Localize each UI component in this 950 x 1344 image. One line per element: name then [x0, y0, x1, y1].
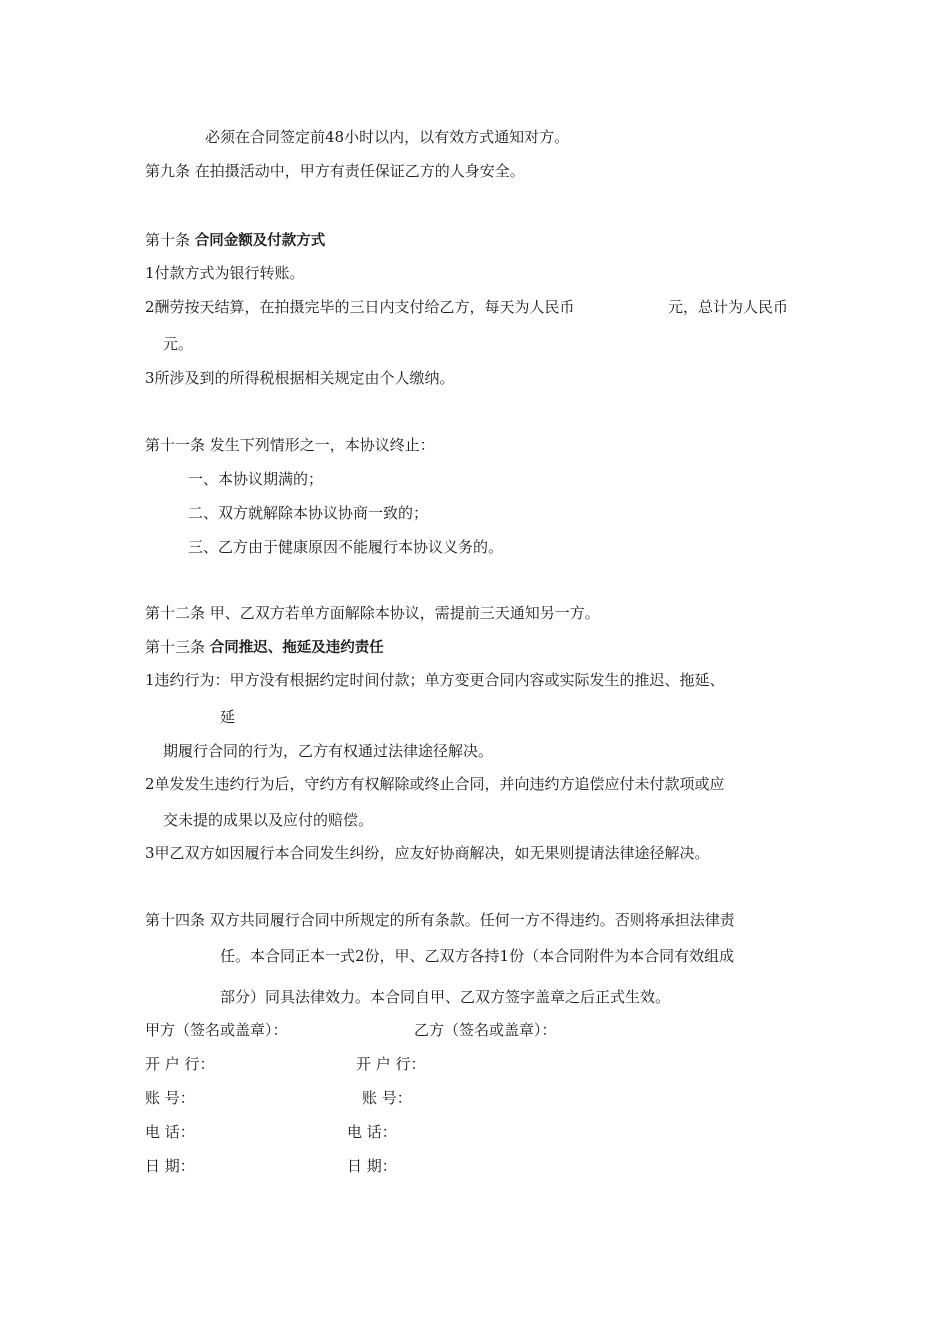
- party-b-bank-label: 开 户 行：: [356, 1055, 426, 1073]
- clause-13-item-1-wrap: 延: [220, 708, 236, 726]
- clause-13-item-3: 3甲乙双方如因履行本合同发生纠纷，应友好协商解决，如无果则提请法律途径解决。: [145, 844, 710, 862]
- clause-9: 第九条 在拍摄活动中，甲方有责任保证乙方的人身安全。: [145, 162, 525, 180]
- clause-14-end: 部分）同具法律效力。本合同自甲、乙双方签字盖章之后正式生效。: [220, 988, 671, 1006]
- clause-14-middle: 任。本合同正本一式2份，甲、乙双方各持1份（本合同附件为本合同有效组成: [220, 947, 735, 965]
- clause-11-item-3: 三、乙方由于健康原因不能履行本协议义务的。: [188, 538, 504, 556]
- clause-12: 第十二条 甲、乙双方若单方面解除本协议，需提前三天通知另一方。: [145, 604, 600, 622]
- clause-10-heading: [145, 230, 325, 251]
- party-b-phone-label: 电 话：: [347, 1123, 397, 1141]
- clause-13-title: 合同推迟、拖延及违约责任: [209, 640, 384, 656]
- clause-13-item-1-end: 期履行合同的行为，乙方有权通过法律途径解决。: [163, 742, 494, 760]
- clause-10-item-3: 3所涉及到的所得税根据相关规定由个人缴纳。: [145, 369, 455, 387]
- clause-10-number: 第十条: [145, 231, 195, 249]
- party-a-account-label: 账 号：: [145, 1089, 195, 1107]
- party-b-signature-label: 乙方（签名或盖章）：: [414, 1021, 557, 1039]
- clause-11: 第十一条 发生下列情形之一，本协议终止：: [145, 436, 435, 454]
- clause-10-title: 合同金额及付款方式: [194, 233, 326, 249]
- clause-13-number: 第十三条: [145, 638, 210, 656]
- party-b-date-label: 日 期：: [347, 1157, 397, 1175]
- party-a-date-label: 日 期：: [145, 1157, 195, 1175]
- clause-13-item-2-start: 2单发发生违约行为后，守约方有权解除或终止合同，并向违约方追偿应付未付款项或应: [145, 775, 725, 793]
- clause-13-item-2-end: 交未提的成果以及应付的赔偿。: [163, 811, 374, 829]
- clause-11-item-2: 二、双方就解除本协议协商一致的；: [188, 504, 429, 522]
- clause-10-item-2-start: 2酬劳按天结算，在拍摄完毕的三日内支付给乙方，每天为人民币: [145, 298, 575, 316]
- clause-10-item-1: 1付款方式为银行转账。: [145, 264, 305, 282]
- clause-13-heading: [145, 637, 384, 658]
- clause-8-continuation: 必须在合同签定前48小时以内，以有效方式通知对方。: [205, 128, 570, 146]
- party-a-bank-label: 开 户 行：: [145, 1055, 215, 1073]
- party-a-phone-label: 电 话：: [145, 1123, 195, 1141]
- clause-10-item-2-end: 元。: [163, 335, 194, 353]
- clause-14-start: 第十四条 双方共同履行合同中所规定的所有条款。任何一方不得违约。否则将承担法律责: [145, 911, 735, 929]
- party-b-account-label: 账 号：: [362, 1089, 412, 1107]
- clause-13-item-1-start: 1违约行为：甲方没有根据约定时间付款；单方变更合同内容或实际发生的推迟、拖延、: [145, 671, 725, 689]
- party-a-signature-label: 甲方（签名或盖章）：: [145, 1021, 288, 1039]
- clause-11-item-1: 一、本协议期满的；: [188, 470, 324, 488]
- clause-10-item-2-total: 元，总计为人民币: [668, 298, 789, 316]
